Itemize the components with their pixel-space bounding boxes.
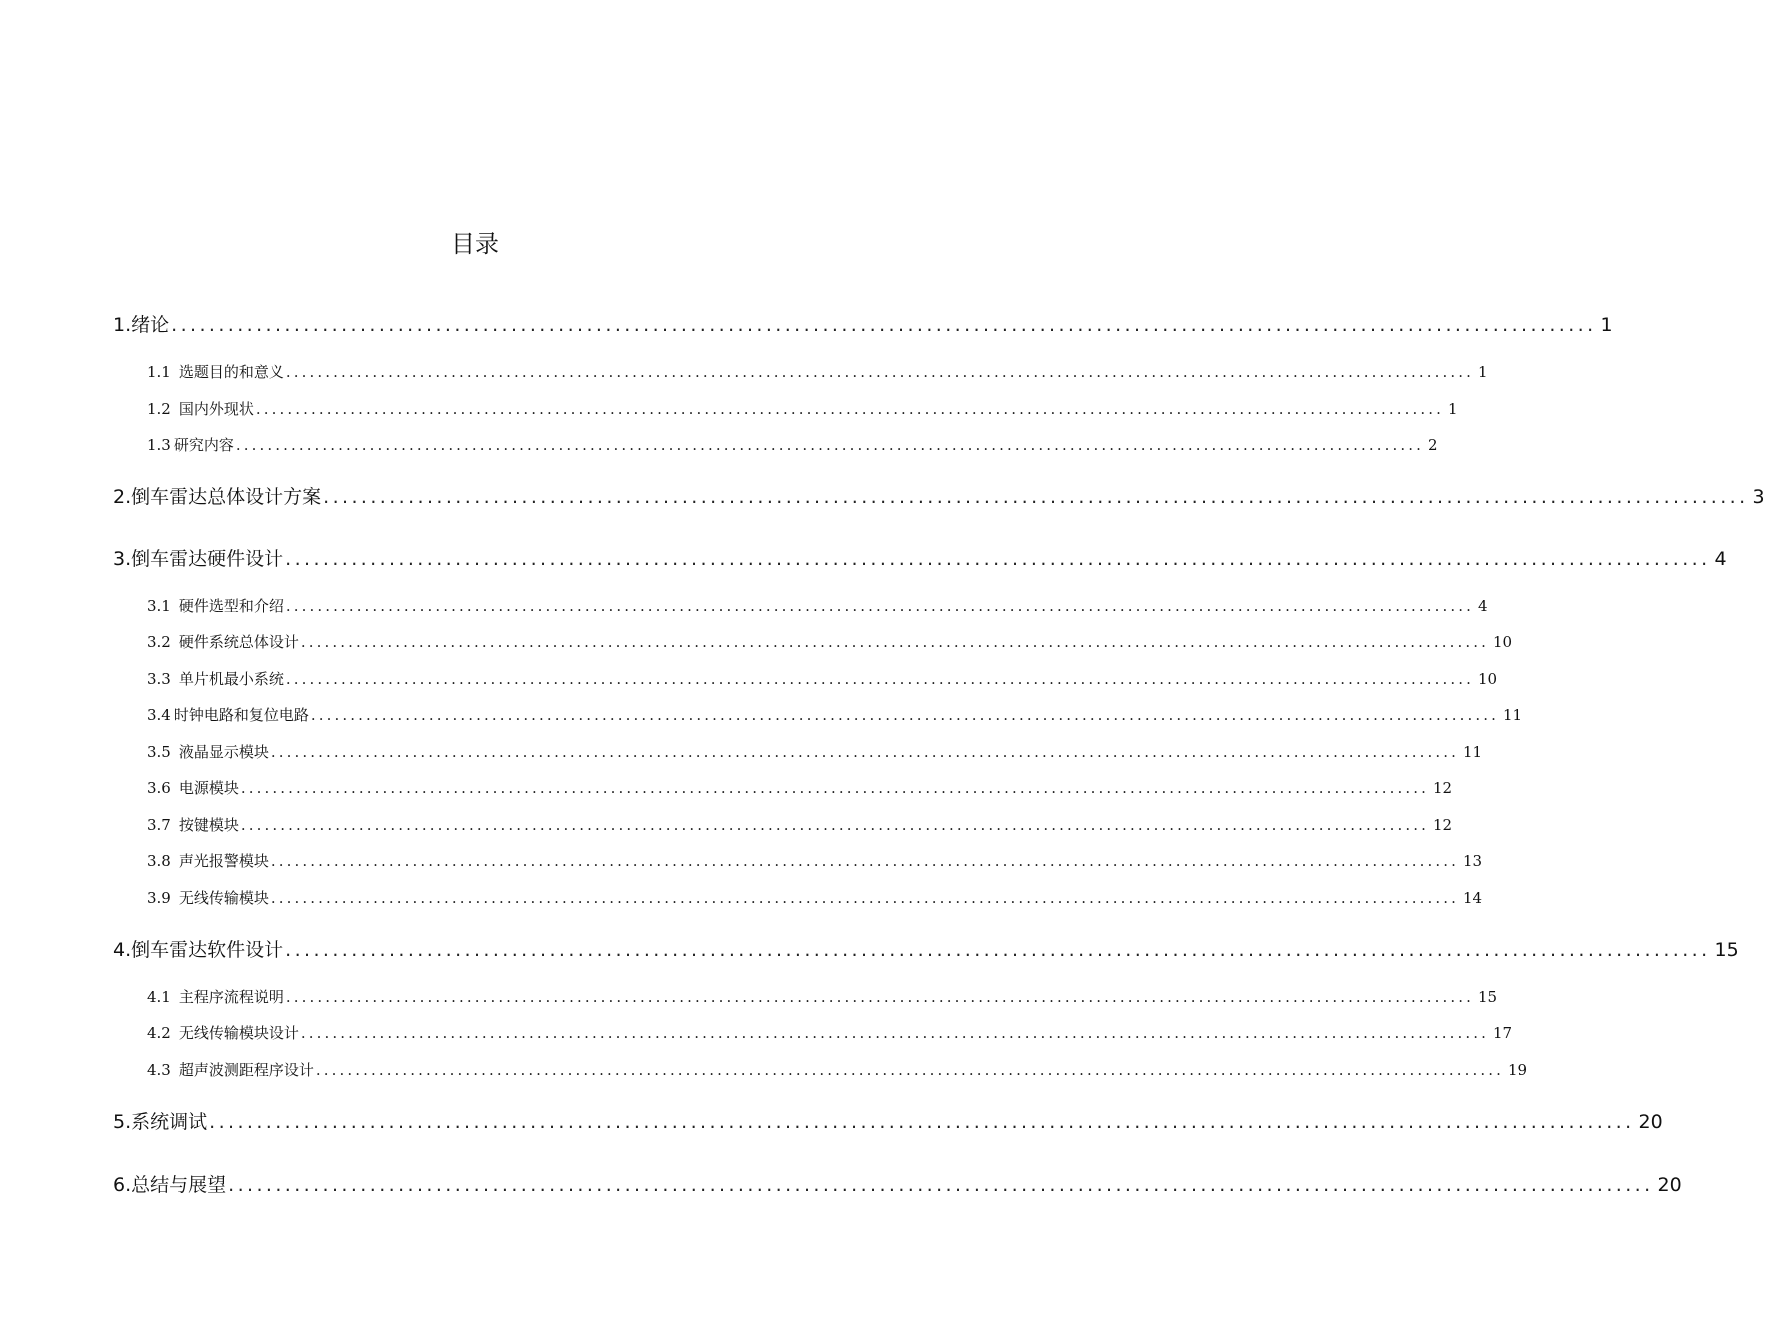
toc-text: 按键模块: [178, 816, 239, 834]
toc-page: 11: [1462, 743, 1483, 761]
toc-leader: .......................................................................................................................................................: [285, 939, 1711, 961]
toc-page: 12: [1432, 816, 1453, 834]
toc-page: 10: [1492, 633, 1513, 651]
toc-entry-6[interactable]: [113, 1170, 1682, 1197]
toc-number: 4.1: [147, 988, 171, 1006]
toc-page: 1: [1447, 400, 1458, 418]
toc-leader: .......................................................................................................................................................: [235, 436, 1424, 454]
toc-number: 3.3: [147, 670, 171, 688]
page-title: 目录: [451, 230, 499, 258]
toc-number: 4.2: [147, 1024, 171, 1042]
toc-leader: .......................................................................................................................................................: [285, 363, 1474, 381]
toc-leader: .......................................................................................................................................................: [171, 314, 1597, 336]
toc-text: 无线传输模块设计: [178, 1024, 299, 1042]
toc-number: 3.5: [147, 743, 171, 761]
toc-text: 时钟电路和复位电路: [173, 706, 309, 724]
toc-entry-3[interactable]: [113, 544, 1727, 571]
toc-leader: .......................................................................................................................................................: [310, 706, 1499, 724]
toc-number: 1.3: [147, 436, 171, 454]
toc-entry-4-2[interactable]: [147, 1022, 1513, 1043]
toc-page: 13: [1462, 852, 1483, 870]
toc-page: 1: [1477, 363, 1488, 381]
toc-text: 倒车雷达硬件设计: [131, 548, 284, 570]
toc-page: 17: [1492, 1024, 1513, 1042]
toc-leader: .......................................................................................................................................................: [209, 1111, 1635, 1133]
toc-number: 1.1: [147, 363, 171, 381]
toc-number: 4.3: [147, 1061, 171, 1079]
toc-entry-1-2[interactable]: [147, 398, 1458, 419]
toc-number: 3.8: [147, 852, 171, 870]
toc-text: 绪论: [131, 314, 170, 336]
toc-page: 4: [1714, 548, 1727, 570]
toc-page: 19: [1507, 1061, 1528, 1079]
toc-page: 14: [1462, 889, 1483, 907]
toc-entry-3-2[interactable]: [147, 631, 1513, 652]
toc-text: 系统调试: [131, 1111, 208, 1133]
toc-entry-1-1[interactable]: [147, 361, 1488, 382]
toc-number: 4.: [113, 939, 132, 961]
toc-number: 3.4: [147, 706, 171, 724]
toc-text: 无线传输模块: [178, 889, 269, 907]
toc-text: 主程序流程说明: [178, 988, 284, 1006]
toc-number: 3.9: [147, 889, 171, 907]
toc-leader: .......................................................................................................................................................: [240, 816, 1429, 834]
toc-page: 20: [1638, 1111, 1663, 1133]
toc-page: 2: [1427, 436, 1438, 454]
toc-text: 倒车雷达软件设计: [131, 939, 284, 961]
toc-page: 11: [1502, 706, 1523, 724]
toc-leader: .......................................................................................................................................................: [240, 779, 1429, 797]
toc-leader: .......................................................................................................................................................: [285, 670, 1474, 688]
toc-number: 1.2: [147, 400, 171, 418]
toc-entry-2[interactable]: [113, 482, 1765, 509]
toc-entry-5[interactable]: [113, 1107, 1663, 1134]
toc-leader: .......................................................................................................................................................: [285, 597, 1474, 615]
toc-number: 3.6: [147, 779, 171, 797]
toc-number: 3.2: [147, 633, 171, 651]
toc-number: 3.7: [147, 816, 171, 834]
toc-page: 10: [1477, 670, 1498, 688]
toc-entry-4[interactable]: [113, 935, 1739, 962]
toc-number: 6.: [113, 1174, 132, 1196]
toc-text: 硬件系统总体设计: [178, 633, 299, 651]
toc-page: 4: [1477, 597, 1488, 615]
toc-leader: .......................................................................................................................................................: [300, 1024, 1489, 1042]
toc-number: 1.: [113, 314, 132, 336]
toc-number: 2.: [113, 486, 132, 508]
toc-text: 研究内容: [173, 436, 234, 454]
toc-leader: .......................................................................................................................................................: [285, 988, 1474, 1006]
toc-leader: .......................................................................................................................................................: [255, 400, 1444, 418]
toc-leader: .......................................................................................................................................................: [270, 743, 1459, 761]
toc-text: 总结与展望: [131, 1174, 227, 1196]
toc-text: 倒车雷达总体设计方案: [131, 486, 322, 508]
toc-entry-3-1[interactable]: [147, 595, 1488, 616]
toc-text: 国内外现状: [178, 400, 254, 418]
toc-leader: .......................................................................................................................................................: [228, 1174, 1654, 1196]
toc-page: 15: [1477, 988, 1498, 1006]
toc-entry-4-3[interactable]: [147, 1059, 1528, 1080]
toc-entry-3-5[interactable]: [147, 741, 1483, 762]
toc-text: 选题目的和意义: [178, 363, 284, 381]
toc-text: 液晶显示模块: [178, 743, 269, 761]
toc-leader: .......................................................................................................................................................: [270, 852, 1459, 870]
toc-entry-1[interactable]: [113, 310, 1613, 337]
toc-text: 声光报警模块: [178, 852, 269, 870]
toc-page: 3: [1752, 486, 1765, 508]
toc-text: 单片机最小系统: [178, 670, 284, 688]
toc-entry-3-9[interactable]: [147, 887, 1483, 908]
toc-entry-3-3[interactable]: [147, 668, 1498, 689]
toc-page: 1: [1600, 314, 1613, 336]
toc-leader: .......................................................................................................................................................: [270, 889, 1459, 907]
toc-text: 硬件选型和介绍: [178, 597, 284, 615]
toc-entry-4-1[interactable]: [147, 986, 1498, 1007]
toc-text: 超声波测距程序设计: [178, 1061, 314, 1079]
toc-entry-3-4[interactable]: [147, 704, 1523, 725]
toc-leader: .......................................................................................................................................................: [300, 633, 1489, 651]
toc-page: 12: [1432, 779, 1453, 797]
toc-leader: .......................................................................................................................................................: [315, 1061, 1504, 1079]
toc-number: 3.: [113, 548, 132, 570]
toc-leader: .......................................................................................................................................................: [285, 548, 1711, 570]
toc-entry-3-8[interactable]: [147, 850, 1483, 871]
toc-number: 5.: [113, 1111, 132, 1133]
toc-page: 20: [1657, 1174, 1682, 1196]
toc-number: 3.1: [147, 597, 171, 615]
toc-text: 电源模块: [178, 779, 239, 797]
toc-entry-3-6[interactable]: [147, 777, 1453, 798]
toc-entry-1-3[interactable]: [147, 434, 1438, 455]
toc-entry-3-7[interactable]: [147, 814, 1453, 835]
toc-leader: .......................................................................................................................................................: [323, 486, 1749, 508]
toc-page: 15: [1714, 939, 1739, 961]
